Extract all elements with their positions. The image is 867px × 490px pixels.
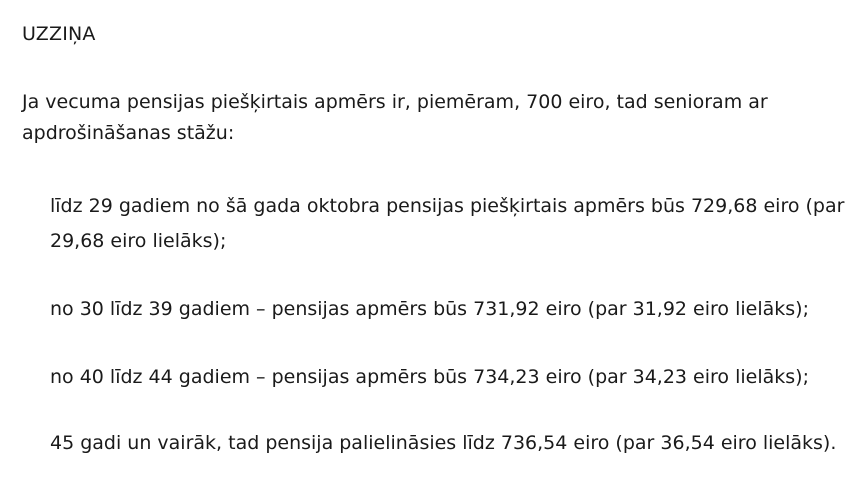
list-item: no 40 līdz 44 gadiem – pensijas apmērs būs 734,23 eiro (par 34,23 eiro lielāks); bbox=[50, 366, 809, 388]
list-item: no 30 līdz 39 gadiem – pensijas apmērs būs 731,92 eiro (par 31,92 eiro lielāks); bbox=[50, 298, 809, 320]
info-heading: UZZIŅA bbox=[22, 23, 96, 45]
intro-paragraph: Ja vecuma pensijas piešķirtais apmērs ir, piemēram, 700 eiro, tad senioram ar apdrošināšanas stāžu: bbox=[22, 91, 768, 144]
list-item: līdz 29 gadiem no šā gada oktobra pensijas piešķirtais apmērs būs 729,68 eiro (par 29,68 eiro lielāks); bbox=[50, 195, 845, 252]
list-item: 45 gadi un vairāk, tad pensija palielināsies līdz 736,54 eiro (par 36,54 eiro lielāks). bbox=[50, 432, 837, 454]
